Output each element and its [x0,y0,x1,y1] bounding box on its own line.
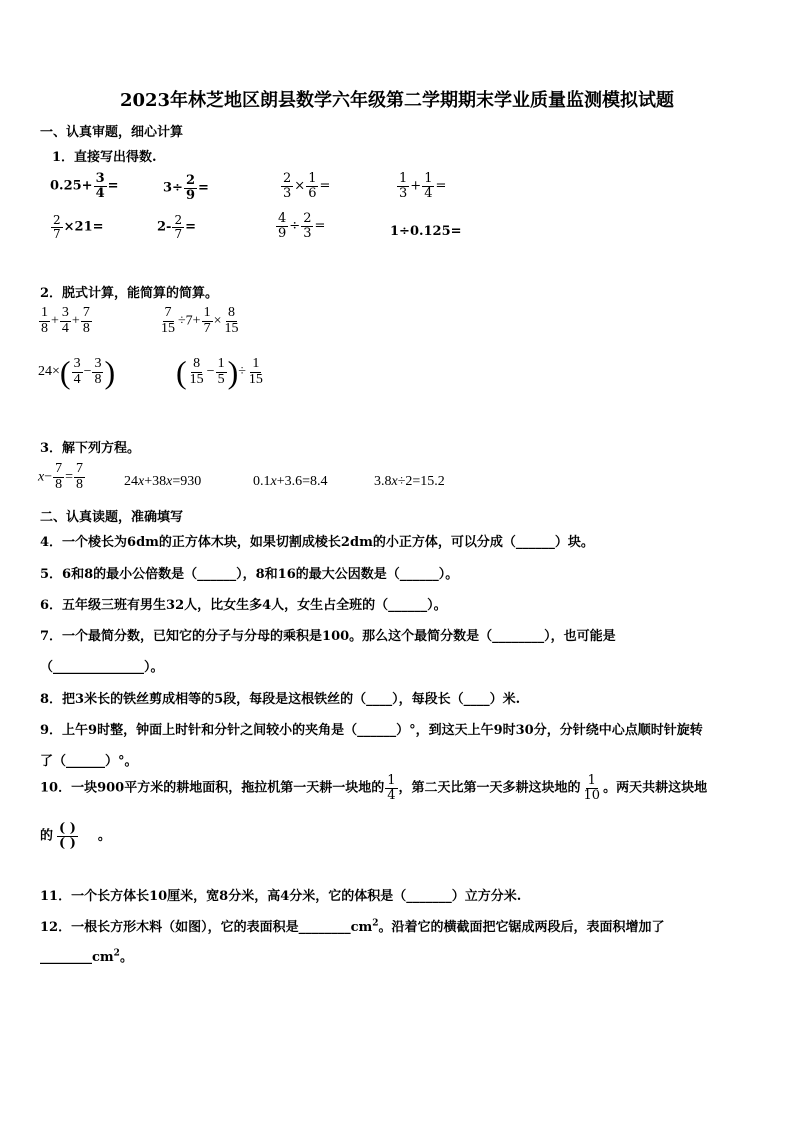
q1-item-8: 1÷0.125= [390,224,462,239]
question-9-line-1: 9．上午9时整，钟面上时针和分针之间较小的夹角是（______）°，到这天上午9时30分，分针绕中心点顺时针旋转 [40,723,703,738]
q2-expr-3: 24×( $\frac{3}{4}$ − $\frac{3}{8}$ ) [38,354,116,390]
question-4: 4．一个棱长为6dm的正方体木块，如果切割成棱长2dm的小正方体，可以分成（______）块。 [40,535,594,550]
question-10-line-2: 的 $\frac{( )}{( )}$ 。 [40,821,111,851]
section-1-heading: 一、认真审题，细心计算 [40,125,184,140]
q1-item-4: $\frac{1}{3}$ + $\frac{1}{4}$ = [399,171,447,201]
q3-equation-3: 0.1x+3.6=8.4 [253,474,328,489]
q1-item-6: 2- $\frac{2}{7}$ = [157,213,196,241]
answer-blank-numerator[interactable]: ( ) [59,821,76,836]
question-12-line-1: 12．一根长方形木料（如图），它的表面积是$\_\_\_\_\_\_\_\_cm^2$。沿着它的横截面把它锯成两段后，表面积增加了 [40,918,665,935]
q1-item-2: 3÷ $\frac{2}{9}$ = [163,173,209,203]
question-9-line-2: 了（______）°。 [40,754,138,769]
q1-heading: 1．直接写出得数. [52,150,157,165]
q1-item-5: $\frac{2}{7}$ ×21= [53,213,104,241]
question-7-line-1: 7．一个最简分数，已知它的分子与分母的乘积是100。那么这个最简分数是（________），也可能是 [40,629,616,644]
question-6: 6．五年级三班有男生32人，比女生多4人，女生占全班的（______）。 [40,598,447,613]
q2-heading: 2．脱式计算，能简算的简算。 [40,286,219,301]
question-5: 5．6和8的最小公倍数是（______），8和16的最大公因数是（______）。 [40,567,459,582]
q3-heading: 3．解下列方程。 [40,441,141,456]
q3-equation-1: x− $\frac{7}{8}$ = $\frac{7}{8}$ [38,461,84,492]
q2-expr-2: $\frac{7}{15}$ ÷7+ $\frac{1}{7}$ × $\frac{8}{15}$ [161,305,239,336]
q1-item-3: $\frac{2}{3}$ × $\frac{1}{6}$ = [283,171,331,201]
question-7-line-2: （______________）。 [40,660,164,675]
question-10-line-1: 10．一块900平方米的耕地面积，拖拉机第一天耕一块地的 $\frac{1}{4}$ ，第二天比第一天多耕这块地的 $\frac{1}{10}$ 。两天共耕这块地 [40,773,708,803]
q3-equation-4: 3.8x÷2=15.2 [374,474,445,489]
question-11: 11．一个长方体长10厘米，宽8分米，高4分米，它的体积是（_______）立方分米. [40,889,522,904]
question-12-line-2: $\_\_\_\_\_\_\_\_cm^2$。 [40,948,133,965]
question-8: 8．把3米长的铁丝剪成相等的5段，每段是这根铁丝的（____），每段长（____）米. [40,692,521,707]
section-2-heading: 二、认真读题，准确填写 [40,510,184,525]
page-title: 2023年林芝地区朗县数学六年级第二学期期末学业质量监测模拟试题 [119,90,675,111]
q2-expr-1: $\frac{1}{8}$ + $\frac{3}{4}$ + $\frac{7}{8}$ [41,305,90,336]
q1-item-7: $\frac{4}{9}$ ÷ $\frac{2}{3}$ = [278,211,326,241]
q3-equation-2: 24x+38x=930 [124,474,202,489]
q1-item-1: 0.25+ $\frac{3}{4}$ = [50,171,119,201]
answer-blank-denominator[interactable]: ( ) [59,835,76,851]
q2-expr-4: ( $\frac{8}{15}$ − $\frac{1}{5}$ )÷ $\frac{1}{15}$ [176,354,263,390]
